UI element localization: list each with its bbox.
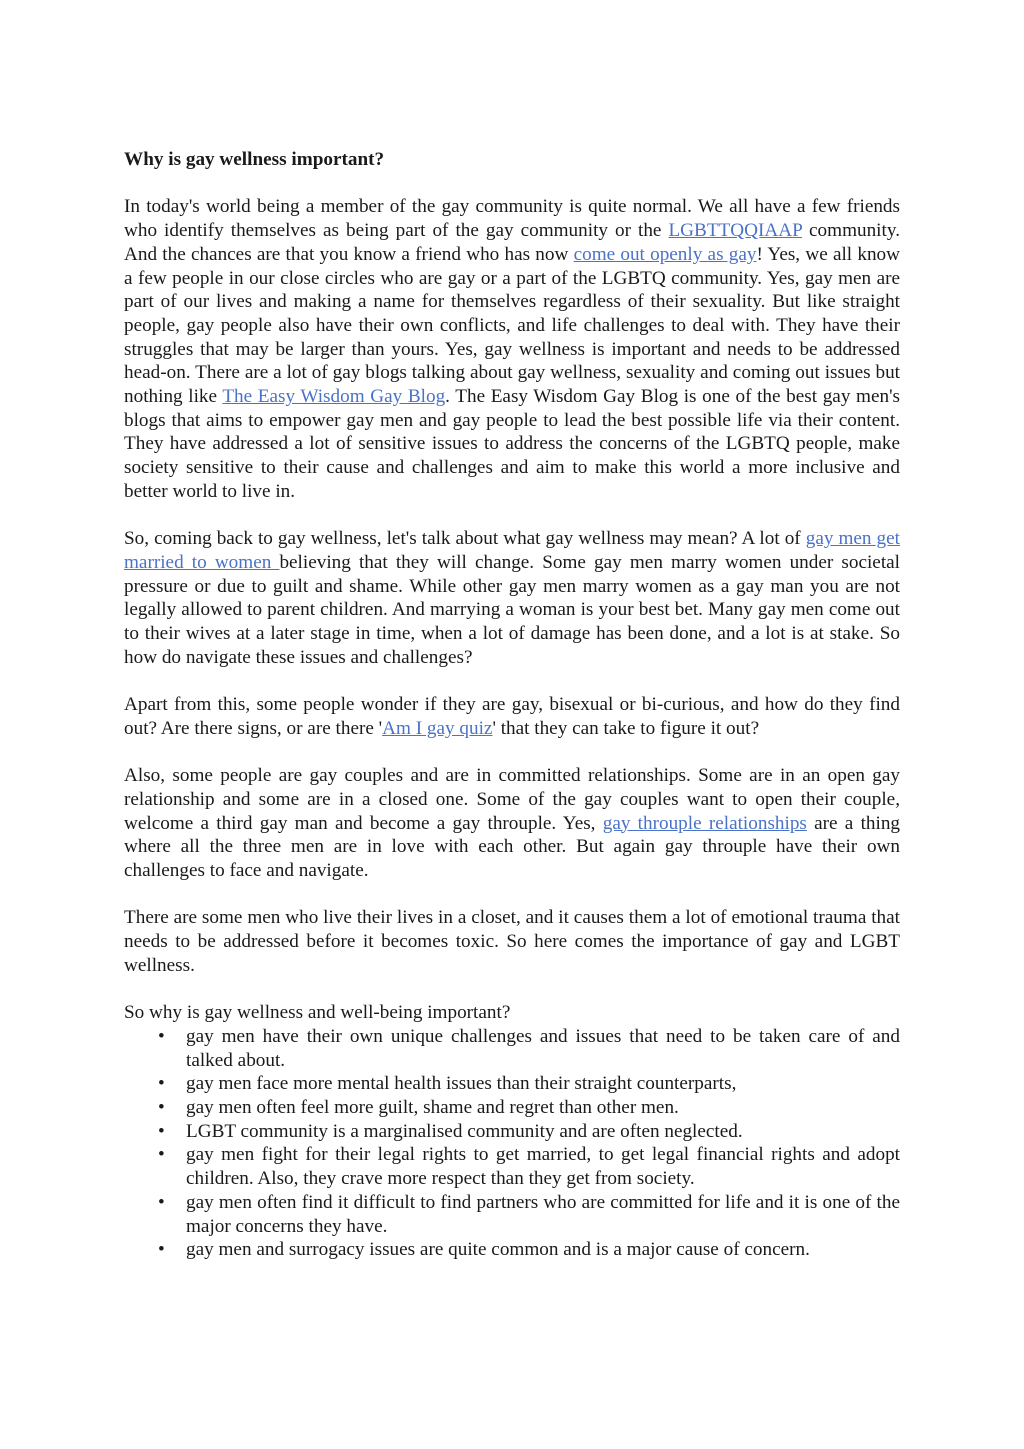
- paragraph-text: are a thing where all the three men are in love with each other. But again gay throuple have their own challenges to face and navigate.: [124, 812, 901, 882]
- link-lgbttqqiaap[interactable]: LGBTTQQIAAP: [668, 220, 803, 242]
- paragraph-closet: There are some men who live their lives in a closet, and it causes them a lot of emotional trauma that needs to be addressed before it becomes toxic. So here comes the importance of gay and LGBT wellness.: [124, 907, 900, 976]
- paragraph-text: So, coming back to gay wellness, let's talk about what gay wellness may mean? A lot of: [124, 528, 806, 550]
- link-gay-men-married-women[interactable]: gay men get married to women: [124, 528, 900, 573]
- paragraph-gay-couples: [124, 764, 900, 883]
- paragraph-text: Also, some people are gay couples and are in committed relationships. Some are in an open gay relationship and some are in a closed one. Some of the gay couples want to open their couple, welcome a third gay man and become a gay throuple. Yes,: [124, 765, 900, 834]
- bullet-icon: •: [158, 1144, 165, 1166]
- reasons-list: [124, 1025, 900, 1262]
- paragraph-gay-quiz: [124, 693, 900, 740]
- bullet-icon: •: [158, 1120, 165, 1142]
- paragraph-text: community. And the chances are that you know a friend who has now: [124, 220, 900, 265]
- paragraph-text: believing that they will change. Some gay men marry women under societal pressure or due to guilt and shame. While other gay men marry women as a gay man you are not legally allowed to parent children. And marrying a woman is your best bet. Many gay men come out to their wives at a later stage in time, when a lot of damage has been done, and a lot is at stake. So how do navigate these issues and challenges?: [124, 551, 900, 668]
- list-item-text: gay men fight for their legal rights to get married, to get legal financial rights and adopt children. Also, they crave more respect than they get from society.: [186, 1144, 900, 1190]
- link-easy-wisdom-blog[interactable]: The Easy Wisdom Gay Blog: [222, 386, 446, 408]
- list-item: [158, 1096, 900, 1120]
- list-item-text: gay men and surrogacy issues are quite common and is a major cause of concern.: [186, 1239, 810, 1261]
- link-gay-throuple-relationships[interactable]: gay throuple relationships: [602, 812, 807, 834]
- list-item: [158, 1143, 900, 1190]
- paragraph-text: Apart from this, some people wonder if they are gay, bisexual or bi-curious, and how do they find out? Are there signs, or are there ': [124, 694, 900, 739]
- list-item-text: gay men often find it difficult to find partners who are committed for life and it is one of the major concerns they have.: [186, 1191, 900, 1237]
- document-page: [124, 148, 900, 1262]
- link-am-i-gay-quiz[interactable]: Am I gay quiz: [382, 717, 493, 739]
- paragraph-text: ' that they can take to figure it out?: [492, 717, 760, 739]
- list-item: [158, 1120, 900, 1144]
- bullet-icon: •: [158, 1097, 165, 1119]
- list-item: [158, 1238, 900, 1262]
- bullet-icon: •: [158, 1025, 165, 1047]
- bullet-icon: •: [158, 1073, 165, 1095]
- paragraph-text: . The Easy Wisdom Gay Blog is one of the best gay men's blogs that aims to empower gay men and gay people to lead the best possible life via their content. They have addressed a lot of sensitive issues to address the concerns of the LGBTQ people, make society sensitive to their cause and challenges and aim to make this world a more inclusive and better world to live in.: [124, 386, 900, 502]
- paragraph-gay-wellness-meaning: [124, 527, 900, 669]
- list-item-text: gay men have their own unique challenges and issues that need to be taken care of and talked about.: [186, 1025, 900, 1071]
- list-item-text: LGBT community is a marginalised community and are often neglected.: [186, 1120, 743, 1142]
- page-title: Why is gay wellness important?: [124, 149, 385, 170]
- list-item-text: gay men often feel more guilt, shame and regret than other men.: [186, 1097, 679, 1119]
- list-item-text: gay men face more mental health issues than their straight counterparts,: [186, 1073, 737, 1095]
- paragraph-text: In today's world being a member of the gay community is quite normal. We all have a few friends who identify themselves as being part of the gay community or the: [124, 196, 900, 242]
- list-item: [158, 1072, 900, 1096]
- list-item: [158, 1025, 900, 1072]
- link-come-out-openly[interactable]: come out openly as gay: [573, 243, 757, 265]
- bullet-icon: •: [158, 1239, 165, 1261]
- list-item: [158, 1191, 900, 1238]
- paragraph-intro: [124, 195, 900, 503]
- paragraph-text: ! Yes, we all know a few people in our close circles who are gay or a part of the LGBTQ community. Yes, gay men are part of our lives and making a name for themselves regardless of their sexuality. But like straight people, gay people also have their own conflicts, and life challenges to deal with. They have their struggles that may be larger than yours. Yes, gay wellness is important and needs to be addressed head-on. There are a lot of gay blogs talking about gay wellness, sexuality and coming out issues but nothing like: [124, 243, 900, 408]
- list-intro: So why is gay wellness and well-being important?: [124, 1002, 511, 1024]
- bullet-icon: •: [158, 1191, 165, 1213]
